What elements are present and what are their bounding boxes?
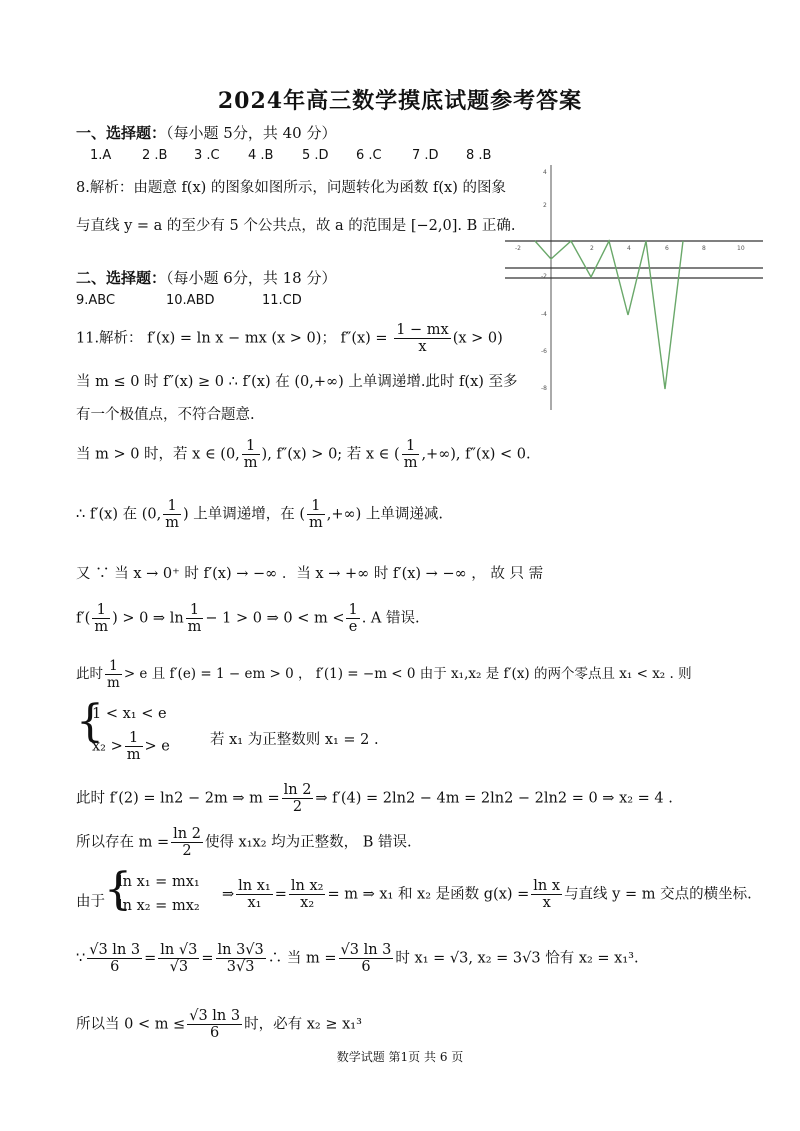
numerator: 1 bbox=[402, 438, 420, 455]
answer-5: 5 .D bbox=[302, 148, 329, 163]
fraction bbox=[216, 942, 266, 975]
fraction bbox=[186, 602, 204, 635]
q11-line12-prefix: 由于 bbox=[76, 894, 105, 910]
fraction bbox=[92, 602, 110, 635]
numerator: ln √3 bbox=[160, 942, 198, 958]
denominator: x₁ bbox=[247, 895, 262, 911]
numerator: √3 ln 3 bbox=[189, 1008, 241, 1024]
fraction bbox=[87, 942, 142, 975]
y-tick-neg6: -6 bbox=[541, 348, 547, 355]
q11-line1 bbox=[76, 322, 503, 355]
q8-line1: 8.解析：由题意 f(x) 的图象如图所示，问题转化为函数 f(x) 的图象 bbox=[76, 180, 506, 196]
text-segment: 时，必有 x₂ ≥ x₁³ bbox=[244, 1016, 362, 1033]
text-segment: f′( bbox=[76, 610, 91, 627]
denominator: m bbox=[309, 515, 323, 531]
denominator: m bbox=[126, 747, 141, 763]
numerator: ln x₂ bbox=[290, 878, 324, 894]
fraction bbox=[105, 658, 122, 691]
q11-line2: 当 m ≤ 0 时 f″(x) ≥ 0 ∴ f′(x) 在 (0,+∞) 上单调递增.此时 f(x) 至多 bbox=[76, 374, 518, 390]
text-segment: ,+∞), f″(x) < 0. bbox=[421, 446, 531, 463]
q11-line6: 又 ∵ 当 x → 0⁺ 时 f′(x) → −∞ ．当 x → +∞ 时 f′(x) → −∞ ， 故 只 需 bbox=[76, 566, 544, 582]
system2-row-1: ln x₁ = mx₁ bbox=[118, 874, 200, 890]
text-segment: = m ⇒ x₁ 和 x₂ 是函数 g(x) = bbox=[327, 886, 530, 903]
denominator: √3 bbox=[169, 959, 189, 975]
denominator: m bbox=[243, 455, 258, 471]
text-segment: ), f″(x) > 0; 若 x ∈ ( bbox=[261, 446, 400, 463]
text-segment: ) 上单调递增，在 ( bbox=[182, 506, 305, 523]
system-row-1: 1 < x₁ < e bbox=[92, 706, 167, 722]
text-segment: ,+∞) 上单调递减. bbox=[326, 506, 443, 523]
denominator: x bbox=[418, 339, 427, 355]
text-segment: x₂ > bbox=[92, 738, 123, 755]
fraction bbox=[282, 782, 314, 815]
section2-heading-text: 二、选择题： bbox=[76, 269, 167, 287]
text-segment: > e 且 f′(e) = 1 − em > 0 ， f′(1) = −m < 0 由于 x₁,x₂ 是 f′(x) 的两个零点且 x₁ < x₂ . 则 bbox=[123, 666, 692, 682]
fraction bbox=[394, 322, 451, 355]
text-segment: ∴ 当 m = bbox=[267, 950, 337, 967]
denominator: m bbox=[107, 675, 120, 691]
denominator: m bbox=[187, 619, 202, 635]
denominator: m bbox=[94, 619, 109, 635]
section1-heading bbox=[76, 122, 336, 143]
denominator: m bbox=[403, 455, 418, 471]
text-segment: ⇒ bbox=[222, 886, 235, 903]
fraction bbox=[402, 438, 420, 471]
numerator: 1 bbox=[92, 602, 110, 619]
section2-note: （每小题 6分，共 18 分） bbox=[166, 269, 337, 287]
q11-line1-a: 11.解析： f′(x) = ln x − mx (x > 0)； f″(x) = bbox=[76, 330, 393, 347]
text-segment: = bbox=[201, 950, 214, 967]
answer-11: 11.CD bbox=[262, 293, 302, 308]
x-tick-2: 2 bbox=[590, 245, 594, 252]
fraction bbox=[242, 438, 260, 471]
numerator: 1 bbox=[163, 498, 181, 515]
x-tick-8: 8 bbox=[702, 245, 706, 252]
q11-line12 bbox=[222, 878, 752, 911]
numerator: √3 ln 3 bbox=[89, 942, 141, 958]
numerator: 1 bbox=[348, 602, 358, 618]
numerator: √3 ln 3 bbox=[340, 942, 392, 958]
denominator: 6 bbox=[361, 959, 371, 975]
fraction bbox=[339, 942, 394, 975]
numerator: ln 2 bbox=[173, 826, 201, 842]
y-tick-neg4: -4 bbox=[541, 311, 547, 318]
text-segment: ⇒ f′(4) = 2ln2 − 4m = 2ln2 − 2ln2 = 0 ⇒ x₂ = 4 . bbox=[315, 790, 673, 807]
denominator: x bbox=[542, 895, 551, 911]
q8-line2: 与直线 y = a 的至少有 5 个公共点，故 a 的范围是 [−2,0]. B 正确. bbox=[76, 218, 516, 234]
y-tick-neg8: -8 bbox=[541, 385, 547, 392]
q11-line7 bbox=[76, 602, 420, 635]
q11-line8 bbox=[76, 658, 692, 691]
x-tick-neg2: -2 bbox=[515, 245, 521, 252]
denominator: x₂ bbox=[300, 895, 315, 911]
q11-line13 bbox=[76, 942, 639, 975]
fraction bbox=[187, 1008, 242, 1041]
numerator: 1 bbox=[186, 602, 204, 619]
system2-row-2: ln x₂ = mx₂ bbox=[118, 898, 200, 914]
numerator: 1 − mx bbox=[396, 322, 449, 338]
text-segment: 时 x₁ = √3, x₂ = 3√3 恰有 x₂ = x₁³. bbox=[395, 950, 639, 967]
fraction bbox=[236, 878, 273, 911]
page-title: 2024年高三数学摸底试题参考答案 bbox=[217, 88, 583, 114]
section2-heading bbox=[76, 267, 336, 288]
answer-9: 9.ABC bbox=[76, 293, 116, 308]
text-segment: . A 错误. bbox=[361, 610, 420, 627]
section1-heading-text: 一、选择题： bbox=[76, 124, 167, 142]
text-segment: ∴ f′(x) 在 (0, bbox=[76, 506, 162, 523]
q11-line9-note: 若 x₁ 为正整数则 x₁ = 2 . bbox=[210, 732, 379, 748]
numerator: 1 bbox=[105, 658, 122, 675]
denominator: m bbox=[165, 515, 179, 531]
q11-line4 bbox=[76, 438, 531, 471]
answer-6: 6 .C bbox=[356, 148, 382, 163]
fraction bbox=[125, 730, 143, 763]
answer-2: 2 .B bbox=[142, 148, 168, 163]
numerator: 1 bbox=[242, 438, 260, 455]
q11-line11 bbox=[76, 826, 412, 859]
fraction bbox=[346, 602, 359, 635]
system-row-2 bbox=[92, 730, 170, 763]
y-tick-neg2: -2 bbox=[541, 273, 547, 280]
brace: { bbox=[76, 696, 104, 747]
numerator: 1 bbox=[307, 498, 325, 515]
text-segment: > e bbox=[144, 738, 170, 755]
q11-line10 bbox=[76, 782, 673, 815]
y-tick-2: 2 bbox=[543, 202, 547, 209]
text-segment: ) > 0 ⇒ ln bbox=[112, 610, 184, 627]
answer-3: 3 .C bbox=[194, 148, 220, 163]
numerator: ln 3√3 bbox=[217, 942, 264, 958]
text-segment: − 1 > 0 ⇒ 0 < m < bbox=[205, 610, 345, 627]
text-segment: 与直线 y = m 交点的横坐标. bbox=[564, 886, 752, 903]
function-curve bbox=[535, 241, 683, 389]
text-segment: = bbox=[274, 886, 287, 903]
answer-10: 10.ABD bbox=[166, 293, 215, 308]
q11-line5 bbox=[76, 498, 443, 531]
y-tick-4: 4 bbox=[543, 169, 547, 176]
text-segment: = bbox=[144, 950, 157, 967]
fraction bbox=[531, 878, 562, 911]
denominator: 2 bbox=[292, 799, 303, 815]
denominator: 6 bbox=[210, 1025, 220, 1041]
text-segment: ∵ bbox=[76, 950, 86, 967]
numerator: ln x₁ bbox=[238, 878, 271, 894]
text-segment: 此时 bbox=[76, 666, 103, 682]
x-tick-6: 6 bbox=[665, 245, 669, 252]
q11-line1-b: (x > 0) bbox=[452, 330, 503, 347]
fraction bbox=[289, 878, 326, 911]
text-segment: 当 m > 0 时，若 x ∈ (0, bbox=[76, 446, 240, 463]
fraction bbox=[171, 826, 203, 859]
numerator: ln x bbox=[533, 878, 561, 894]
text-segment: 所以当 0 < m ≤ bbox=[76, 1016, 186, 1033]
q11-line3: 有一个极值点，不符合题意. bbox=[76, 407, 255, 423]
answer-7: 7 .D bbox=[412, 148, 439, 163]
denominator: 3√3 bbox=[226, 959, 255, 975]
x-tick-10: 10 bbox=[737, 245, 745, 252]
text-segment: 使得 x₁x₂ 均为正整数， B 错误. bbox=[204, 834, 412, 851]
denominator: 6 bbox=[110, 959, 120, 975]
denominator: 2 bbox=[182, 843, 192, 859]
answer-4: 4 .B bbox=[248, 148, 274, 163]
brace: { bbox=[104, 864, 132, 915]
page-footer: 数学试题 第1页 共 6 页 bbox=[336, 1050, 464, 1064]
numerator: 1 bbox=[125, 730, 143, 747]
text-segment: 所以存在 m = bbox=[76, 834, 170, 851]
section1-note: （每小题 5分，共 40 分） bbox=[166, 124, 337, 142]
fraction bbox=[163, 498, 181, 531]
fraction bbox=[307, 498, 325, 531]
text-segment: 此时 f′(2) = ln2 − 2m ⇒ m = bbox=[76, 790, 280, 807]
answer-8: 8 .B bbox=[466, 148, 492, 163]
fraction bbox=[158, 942, 199, 975]
q11-line14 bbox=[76, 1008, 362, 1041]
denominator: e bbox=[348, 619, 358, 635]
answer-1: 1.A bbox=[90, 148, 112, 163]
x-tick-4: 4 bbox=[627, 245, 631, 252]
numerator: ln 2 bbox=[283, 782, 312, 798]
function-graph bbox=[505, 160, 763, 412]
